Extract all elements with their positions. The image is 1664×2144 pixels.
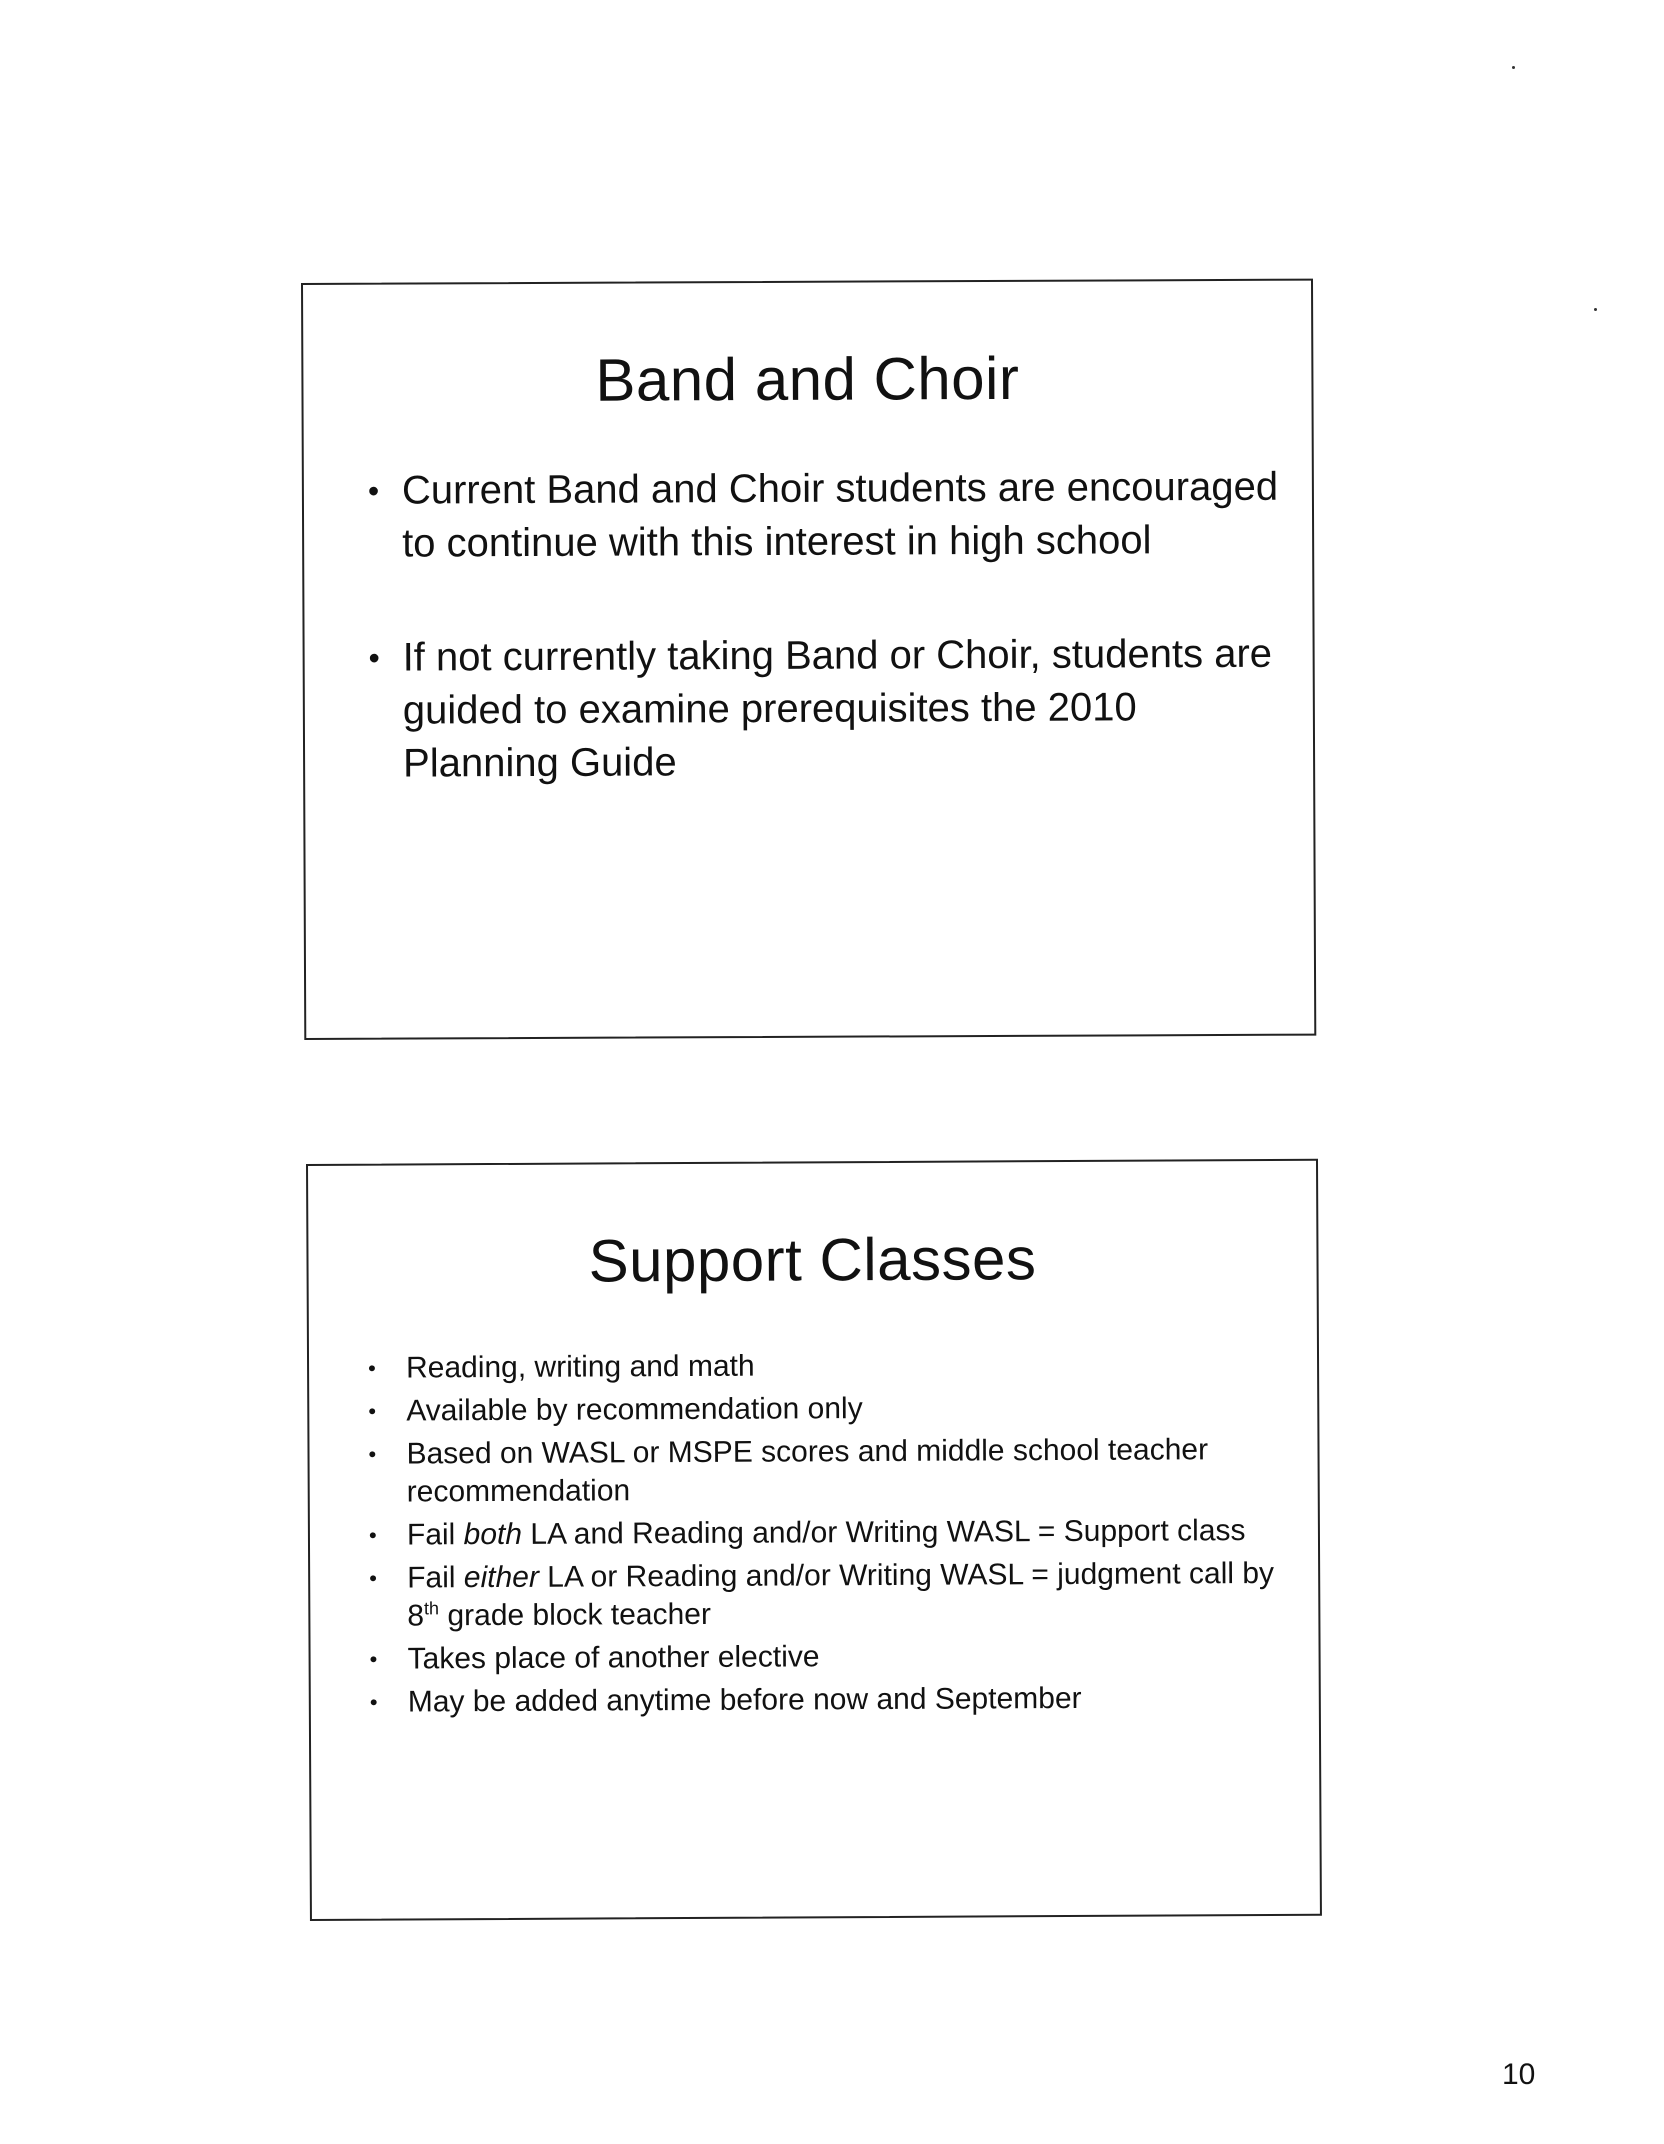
text-run: Fail: [406, 1518, 464, 1552]
bullet-icon: •: [368, 1355, 376, 1381]
bullet-text: Based on WASL or MSPE scores and middle school teacher recommendation: [406, 1433, 1209, 1509]
bullet-icon: •: [368, 639, 380, 676]
list-item: [369, 1555, 1287, 1636]
list-item: [368, 1512, 1287, 1555]
bullet-list: [368, 1345, 1288, 1727]
bullet-text: Reading, writing and math: [405, 1349, 755, 1385]
bullet-icon: •: [369, 1565, 377, 1591]
superscript-text: th: [423, 1598, 440, 1619]
bullet-text: [407, 1514, 1246, 1551]
bullet-icon: •: [369, 1646, 378, 1672]
scan-speck: [1512, 66, 1515, 69]
bullet-icon: •: [369, 1689, 378, 1715]
emphasis-text: either: [463, 1560, 539, 1595]
bullet-icon: •: [368, 1522, 377, 1548]
text-run: LA or Reading and/or Writing WASL = judgment call by 8: [407, 1556, 1275, 1633]
text-run: grade block teacher: [438, 1597, 711, 1633]
list-item: [369, 1636, 1287, 1679]
bullet-icon: •: [367, 472, 380, 509]
slide-title: Support Classes: [588, 1225, 1037, 1295]
list-item: [368, 1431, 1286, 1512]
text-run: LA and Reading and/or Writing WASL = Support class: [521, 1514, 1246, 1551]
slide-band-and-choir: [301, 279, 1316, 1040]
list-item: [368, 1345, 1286, 1388]
slide-support-classes: [306, 1159, 1322, 1921]
bullet-icon: •: [368, 1398, 377, 1424]
list-item: [367, 461, 1282, 571]
page-number: 10: [1502, 2058, 1536, 2091]
text-run: Fail: [407, 1561, 464, 1595]
bullet-text: Available by recommendation only: [406, 1392, 863, 1428]
bullet-text: Takes place of another elective: [407, 1640, 820, 1676]
list-item: [368, 628, 1284, 791]
slide-title: Band and Choir: [595, 344, 1020, 414]
list-item: [368, 1388, 1286, 1431]
emphasis-text: both: [463, 1517, 523, 1552]
list-item: [369, 1679, 1288, 1722]
bullet-text: Current Band and Choir students are encouraged to continue with this interest in high school: [401, 464, 1279, 566]
bullet-text: [407, 1557, 1274, 1633]
bullet-icon: •: [368, 1441, 377, 1467]
bullet-text: If not currently taking Band or Choir, students are guided to examine prerequisites the 2010 Planning Guide: [402, 631, 1273, 786]
bullet-text: May be added anytime before now and September: [407, 1681, 1082, 1719]
bullet-list: [367, 461, 1284, 852]
scan-speck: [1594, 308, 1597, 311]
